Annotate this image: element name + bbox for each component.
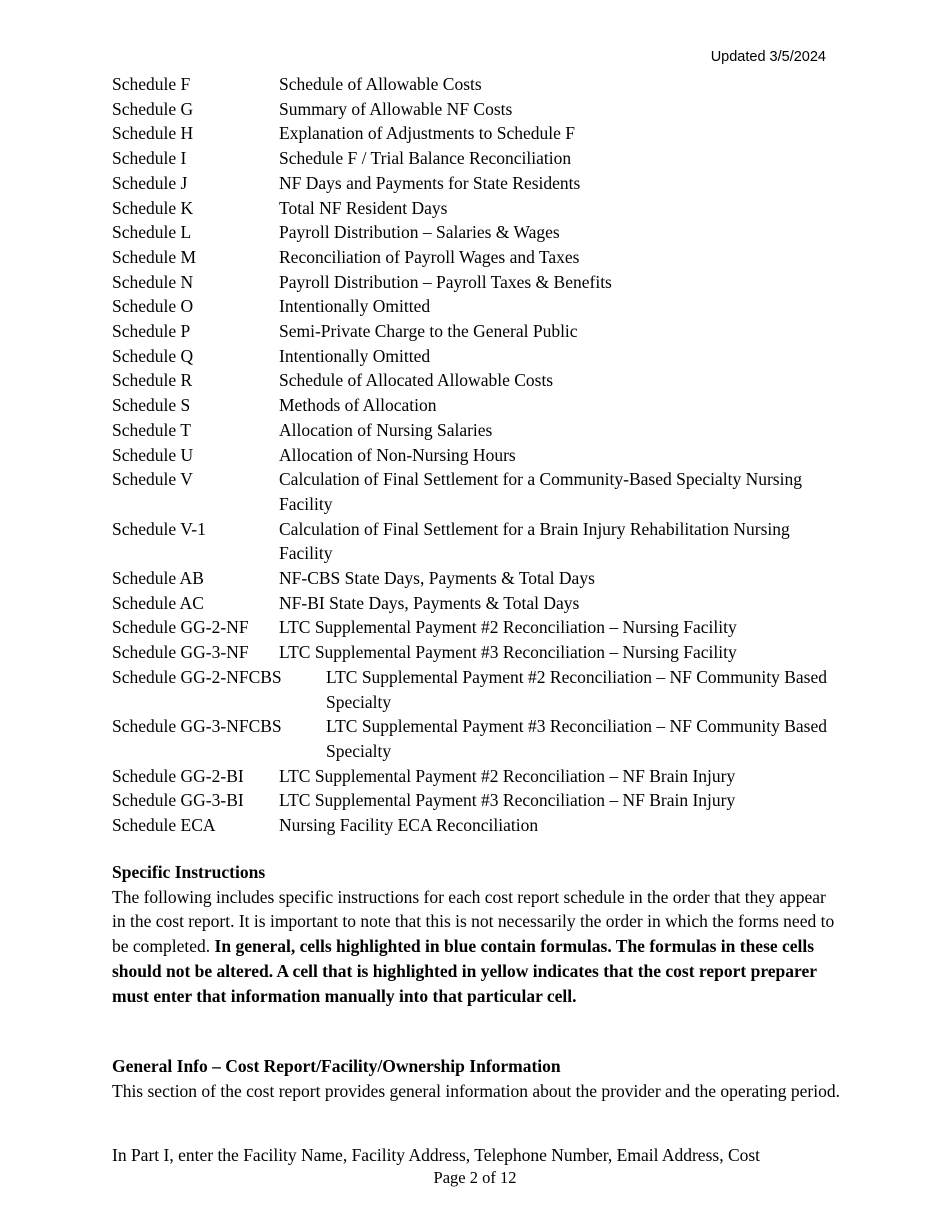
schedule-code: Schedule O xyxy=(112,296,194,317)
schedule-description: Allocation of Nursing Salaries xyxy=(279,419,493,440)
schedule-code: Schedule G xyxy=(112,98,194,119)
schedule-row xyxy=(112,220,842,245)
schedule-code: Schedule L xyxy=(112,222,192,243)
page-number: Page 2 of 12 xyxy=(433,1168,517,1187)
schedule-description: LTC Supplemental Payment #2 Reconciliation – Nursing Facility xyxy=(279,617,737,638)
schedule-description: LTC Supplemental Payment #3 Reconciliation – Nursing Facility xyxy=(279,642,737,663)
schedule-description: Reconciliation of Payroll Wages and Taxes xyxy=(279,246,580,267)
schedule-row xyxy=(112,788,842,813)
schedule-code: Schedule Q xyxy=(112,345,194,366)
schedule-row xyxy=(112,171,842,196)
schedule-code: Schedule J xyxy=(112,172,188,193)
schedule-code: Schedule GG-3-NFCBS xyxy=(112,716,282,737)
schedule-code: Schedule H xyxy=(112,123,194,144)
schedule-description: NF-CBS State Days, Payments & Total Days xyxy=(279,568,595,589)
schedule-row xyxy=(112,368,842,393)
schedule-description: Total NF Resident Days xyxy=(279,197,448,218)
schedule-row xyxy=(112,615,842,640)
schedule-description: Allocation of Non-Nursing Hours xyxy=(279,444,516,465)
schedule-code: Schedule ECA xyxy=(112,815,216,836)
schedule-row xyxy=(112,764,842,789)
specific-instructions-text: The following includes specific instructions for each cost report schedule in the order that they appear in the cost report. It is important to note that this is not necessarily the order in which the forms need to be completed. xyxy=(112,886,835,957)
schedule-row xyxy=(112,97,842,122)
schedule-description: Calculation of Final Settlement for a Community-Based Specialty Nursing Facility xyxy=(279,469,802,514)
schedule-row xyxy=(112,566,842,591)
schedule-code: Schedule AB xyxy=(112,568,204,589)
schedule-description: Payroll Distribution – Salaries & Wages xyxy=(279,222,560,243)
specific-instructions-heading: Specific Instructions xyxy=(112,862,266,882)
schedule-code: Schedule GG-2-NFCBS xyxy=(112,666,282,687)
schedule-description: Explanation of Adjustments to Schedule F xyxy=(279,123,576,144)
general-info-section xyxy=(112,1054,842,1103)
schedule-row xyxy=(112,196,842,221)
schedule-description: Semi-Private Charge to the General Public xyxy=(279,321,578,342)
schedule-description: LTC Supplemental Payment #2 Reconciliation – NF Community Based Specialty xyxy=(326,666,827,712)
schedule-description: Schedule of Allocated Allowable Costs xyxy=(279,370,554,391)
schedule-row xyxy=(112,443,842,468)
schedule-code: Schedule T xyxy=(112,419,191,440)
general-info-text: This section of the cost report provides general information about the provider and the operating period. xyxy=(112,1080,840,1101)
schedule-code: Schedule F xyxy=(112,74,191,94)
schedule-row xyxy=(112,72,842,97)
schedule-row xyxy=(112,245,842,270)
part-one-text: In Part I, enter the Facility Name, Facility Address, Telephone Number, Email Address, Cost xyxy=(112,1145,761,1165)
schedule-description: LTC Supplemental Payment #2 Reconciliation – NF Brain Injury xyxy=(279,765,736,786)
part-one-section xyxy=(112,1143,842,1168)
schedule-code: Schedule AC xyxy=(112,592,204,613)
schedule-row xyxy=(112,121,842,146)
specific-instructions-highlight-note: In general, cells highlighted in blue contain formulas. The formulas in these cells should not be altered. A cell that is highlighted in yellow indicates that the cost report preparer must enter that information manually into that particular cell. xyxy=(112,936,817,1006)
schedule-code: Schedule GG-3-NF xyxy=(112,642,249,663)
schedule-code: Schedule S xyxy=(112,395,191,416)
schedule-row xyxy=(112,591,842,616)
schedule-list xyxy=(112,72,842,838)
schedule-code: Schedule V xyxy=(112,469,193,490)
general-info-heading: General Info – Cost Report/Facility/Ownership Information xyxy=(112,1056,561,1076)
schedule-code: Schedule V-1 xyxy=(112,518,206,539)
schedule-description: Calculation of Final Settlement for a Brain Injury Rehabilitation Nursing Facility xyxy=(279,518,790,564)
schedule-row xyxy=(112,714,842,763)
schedule-code: Schedule GG-3-BI xyxy=(112,790,244,811)
schedule-description: NF-BI State Days, Payments & Total Days xyxy=(279,592,580,613)
specific-instructions-body xyxy=(112,885,842,1009)
schedule-row xyxy=(112,640,842,665)
schedule-row xyxy=(112,467,842,516)
schedule-code: Schedule P xyxy=(112,321,191,342)
schedule-row xyxy=(112,319,842,344)
schedule-row xyxy=(112,294,842,319)
updated-date: Updated 3/5/2024 xyxy=(710,49,826,65)
schedule-code: Schedule GG-2-NF xyxy=(112,617,249,638)
schedule-code: Schedule K xyxy=(112,197,194,218)
schedule-description: Schedule F / Trial Balance Reconciliation xyxy=(279,148,572,169)
schedule-row xyxy=(112,344,842,369)
schedule-row xyxy=(112,270,842,295)
schedule-description: LTC Supplemental Payment #3 Reconciliation – NF Brain Injury xyxy=(279,790,736,811)
schedule-row xyxy=(112,517,842,566)
schedule-code: Schedule I xyxy=(112,148,187,169)
schedule-description: Intentionally Omitted xyxy=(279,345,431,366)
schedule-code: Schedule U xyxy=(112,444,194,465)
schedule-code: Schedule N xyxy=(112,271,194,292)
schedule-row xyxy=(112,393,842,418)
schedule-row xyxy=(112,146,842,171)
schedule-description: Nursing Facility ECA Reconciliation xyxy=(279,815,539,836)
schedule-description: Payroll Distribution – Payroll Taxes & Benefits xyxy=(279,271,612,292)
schedule-code: Schedule M xyxy=(112,246,197,267)
schedule-description: Summary of Allowable NF Costs xyxy=(279,98,513,119)
schedule-row xyxy=(112,418,842,443)
schedule-row xyxy=(112,665,842,714)
schedule-code: Schedule GG-2-BI xyxy=(112,765,244,786)
specific-instructions-section xyxy=(112,860,842,1008)
schedule-description: LTC Supplemental Payment #3 Reconciliation – NF Community Based Specialty xyxy=(326,716,827,761)
schedule-row xyxy=(112,813,842,838)
schedule-description: Schedule of Allowable Costs xyxy=(279,74,482,94)
schedule-description: Methods of Allocation xyxy=(279,395,437,416)
schedule-description: Intentionally Omitted xyxy=(279,296,431,317)
schedule-code: Schedule R xyxy=(112,370,193,391)
schedule-description: NF Days and Payments for State Residents xyxy=(279,172,581,193)
